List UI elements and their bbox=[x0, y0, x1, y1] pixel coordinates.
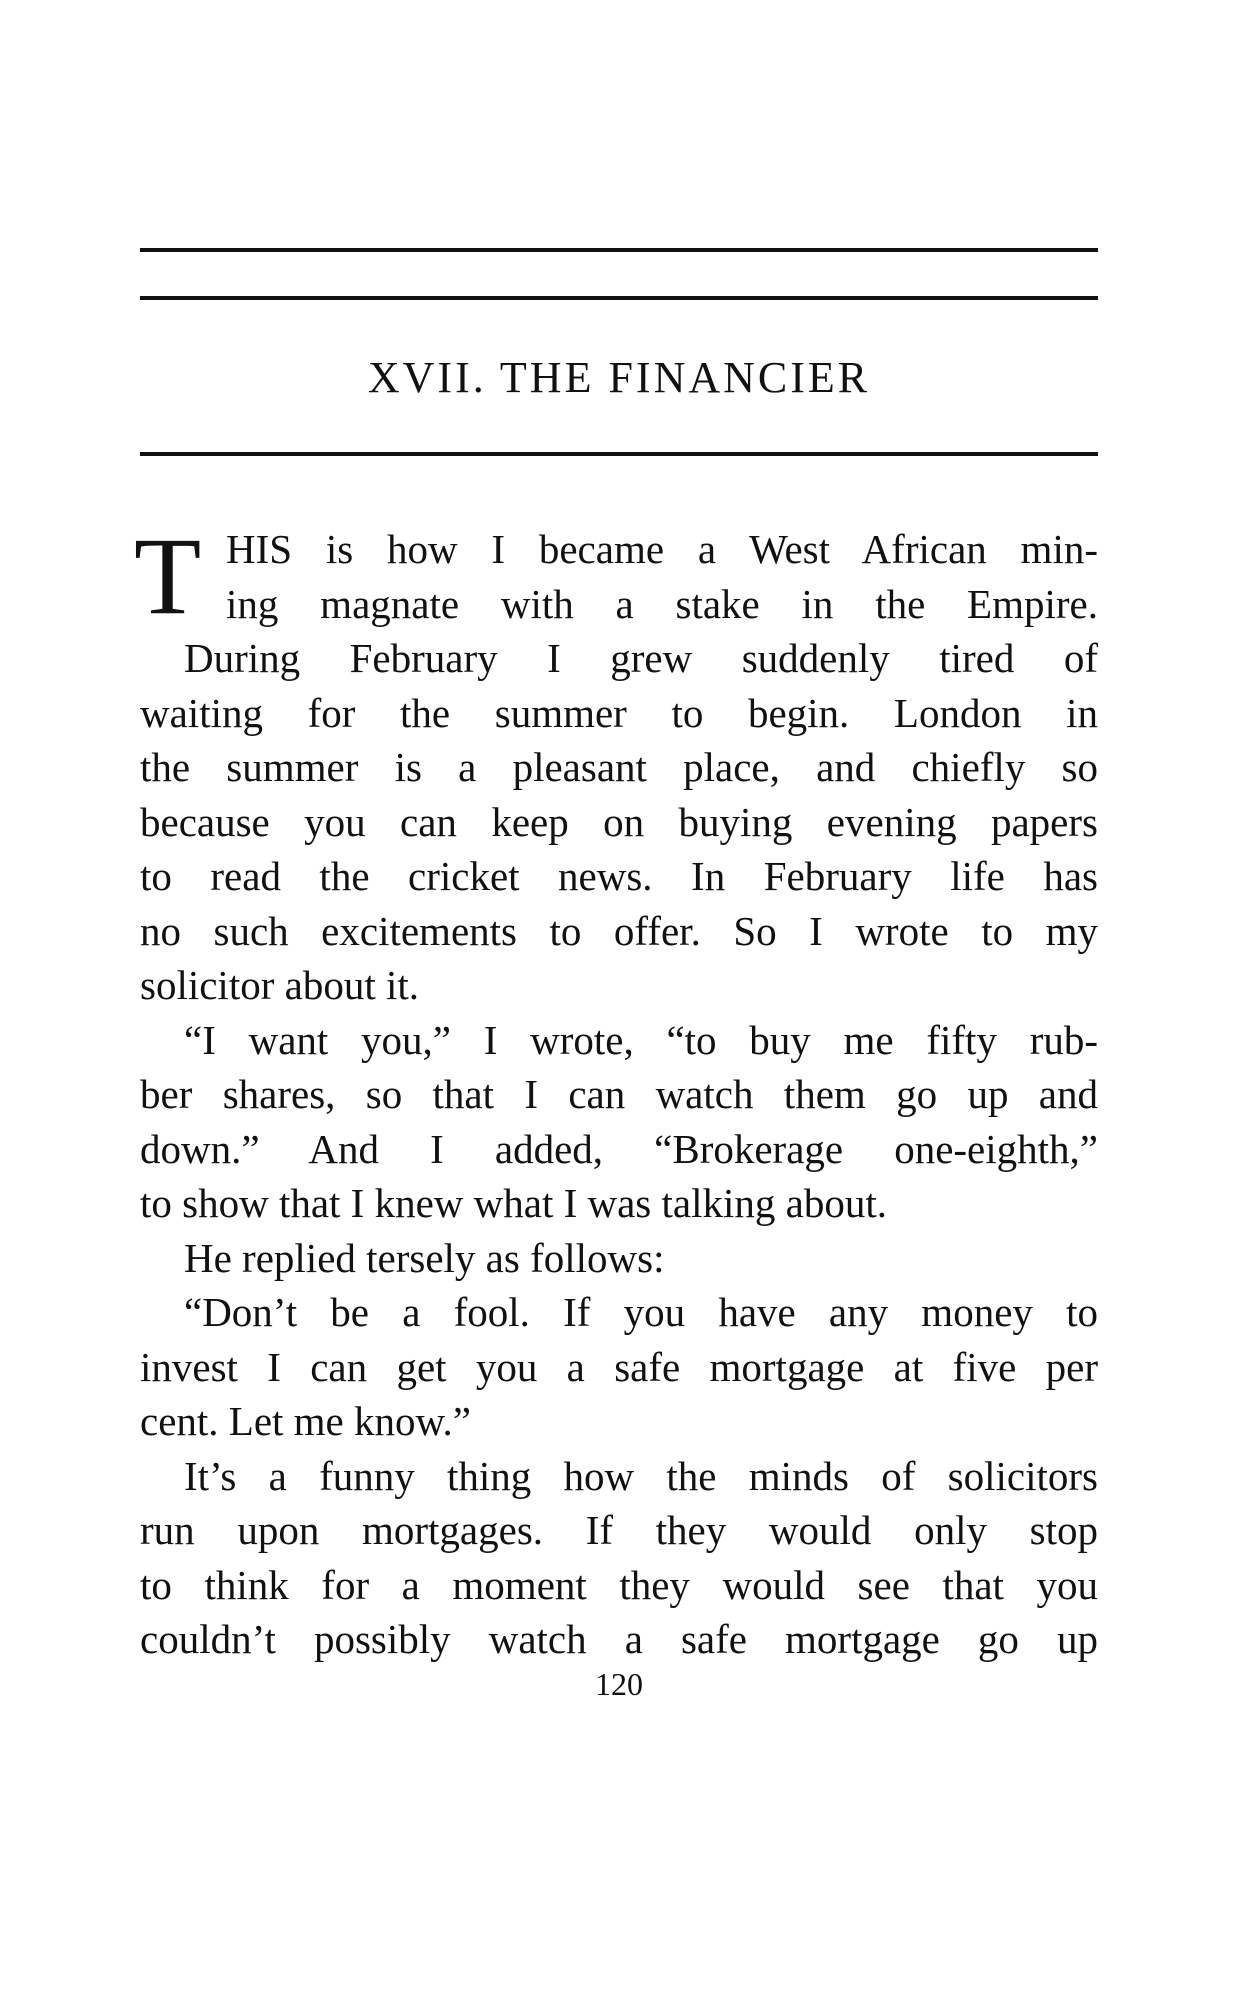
text-line: It’s a funny thing how the minds of solicitors bbox=[184, 1452, 1098, 1499]
text-line: waiting for the summer to begin. London in bbox=[140, 689, 1098, 736]
text-line: “I want you,” I wrote, “to buy me fifty rub- bbox=[184, 1016, 1098, 1063]
text-line: down.” And I added, “Brokerage one-eighth,” bbox=[140, 1125, 1098, 1172]
text-line: no such excitements to offer. So I wrote to my bbox=[140, 907, 1098, 954]
text-line: run upon mortgages. If they would only stop bbox=[140, 1507, 1098, 1553]
text-line: ber shares, so that I can watch them go up and bbox=[140, 1071, 1098, 1117]
text-line: to think for a moment they would see that you bbox=[140, 1561, 1098, 1608]
text-line: cent. Let me know.” bbox=[140, 1398, 471, 1444]
top-rule-1 bbox=[140, 248, 1098, 252]
text-line: the summer is a pleasant place, and chiefly so bbox=[140, 744, 1098, 790]
text-line: invest I can get you a safe mortgage at five per bbox=[140, 1343, 1098, 1390]
body-text bbox=[140, 522, 1098, 1667]
text-line: to read the cricket news. In February life has bbox=[140, 853, 1098, 899]
text-line: He replied tersely as follows: bbox=[184, 1234, 665, 1281]
text-line: HIS is how I became a West African min- bbox=[226, 526, 1098, 572]
page-number: 120 bbox=[595, 1666, 643, 1702]
text-line: couldn’t possibly watch a safe mortgage go up bbox=[140, 1616, 1098, 1662]
top-rule-2 bbox=[140, 296, 1098, 300]
text-line: During February I grew suddenly tired of bbox=[184, 635, 1098, 681]
chapter-title: XVII. THE FINANCIER bbox=[367, 353, 871, 402]
text-line: because you can keep on buying evening papers bbox=[140, 798, 1098, 845]
text-line: solicitor about it. bbox=[140, 962, 419, 1008]
text-line: to show that I knew what I was talking about. bbox=[140, 1180, 887, 1226]
drop-cap: T bbox=[134, 515, 202, 637]
text-line: “Don’t be a fool. If you have any money to bbox=[184, 1289, 1098, 1335]
text-line: ing magnate with a stake in the Empire. bbox=[226, 580, 1098, 627]
title-bottom-rule bbox=[140, 452, 1098, 456]
